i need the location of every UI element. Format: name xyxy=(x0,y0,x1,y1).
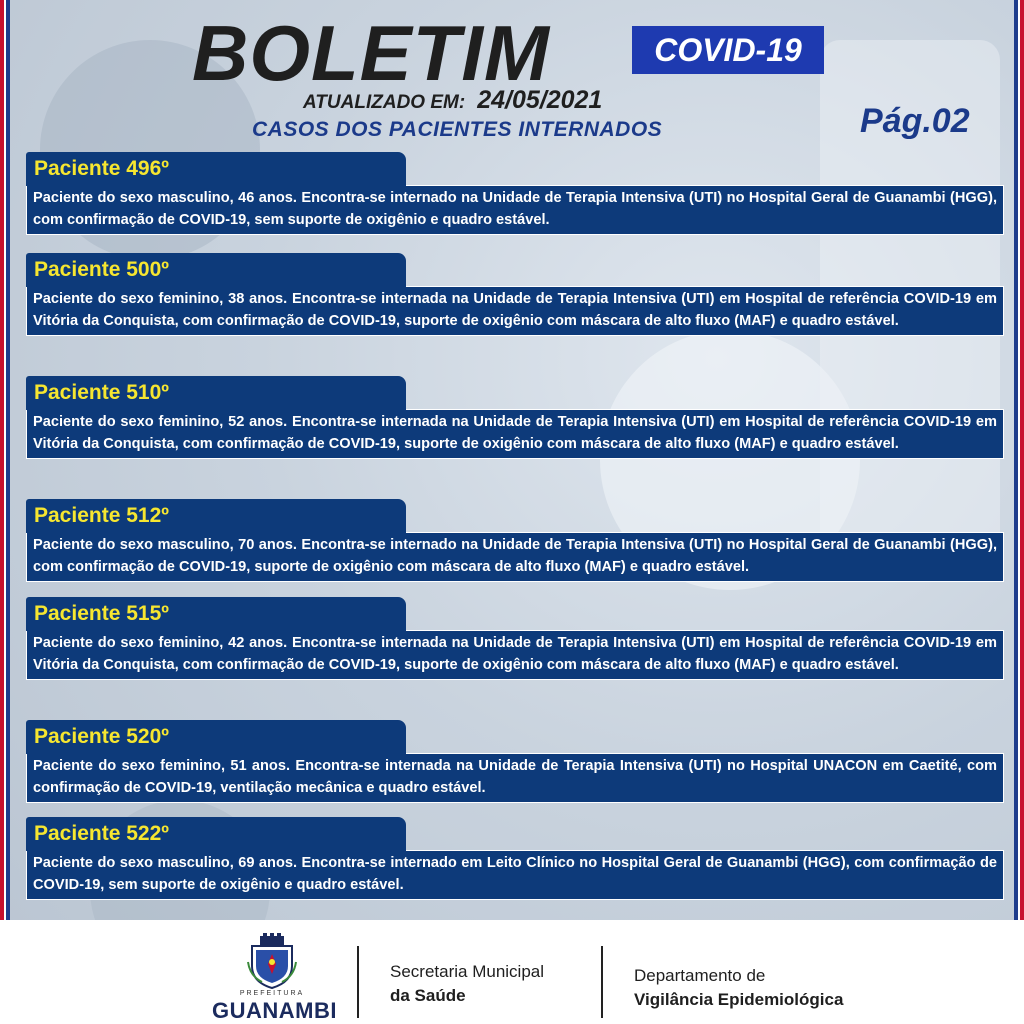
patient-card xyxy=(26,499,1004,582)
patient-description: Paciente do sexo masculino, 70 anos. Encontra-se internado na Unidade de Terapia Intensiva (UTI) no Hospital Geral de Guanambi (HGG), com confirmação de COVID-19, suporte de oxigênio com máscara de alto fluxo (MAF) e quadro estável. xyxy=(26,532,1004,582)
patient-label: Paciente 522º xyxy=(26,817,406,851)
updated-row xyxy=(303,86,602,115)
left-flag-stripe xyxy=(0,0,10,1024)
patient-description: Paciente do sexo feminino, 38 anos. Encontra-se internada na Unidade de Terapia Intensiva (UTI) em Hospital de referência COVID-19 em Vitória da Conquista, com confirmação de COVID-19, suporte de oxigênio com máscara de alto fluxo (MAF) e quadro estável. xyxy=(26,286,1004,336)
bulletin-title: BOLETIM xyxy=(192,9,550,97)
patient-card xyxy=(26,597,1004,680)
patient-description: Paciente do sexo feminino, 42 anos. Encontra-se internada na Unidade de Terapia Intensiva (UTI) em Hospital de referência COVID-19 em Vitória da Conquista, com confirmação de COVID-19, suporte de oxigênio com máscara de alto fluxo (MAF) e quadro estável. xyxy=(26,630,1004,680)
footer-divider xyxy=(357,946,359,1018)
patient-description: Paciente do sexo feminino, 52 anos. Encontra-se internada na Unidade de Terapia Intensiva (UTI) em Hospital de referência COVID-19 em Vitória da Conquista, com confirmação de COVID-19, suporte de oxigênio com máscara de alto fluxo (MAF) e quadro estável. xyxy=(26,409,1004,459)
updated-date: 24/05/2021 xyxy=(477,86,603,114)
page-subtitle: CASOS DOS PACIENTES INTERNADOS xyxy=(252,118,663,141)
patient-description: Paciente do sexo masculino, 69 anos. Encontra-se internado em Leito Clínico no Hospital Geral de Guanambi (HGG), com confirmação de COVID-19, sem suporte de oxigênio e quadro estável. xyxy=(26,850,1004,900)
updated-label: ATUALIZADO EM: xyxy=(303,92,466,113)
patient-description: Paciente do sexo masculino, 46 anos. Encontra-se internado na Unidade de Terapia Intensiva (UTI) no Hospital Geral de Guanambi (HGG), com confirmação de COVID-19, sem suporte de oxigênio e quadro estável. xyxy=(26,185,1004,235)
patient-card xyxy=(26,720,1004,803)
page-number: Pág.02 xyxy=(860,102,970,140)
patient-label: Paciente 515º xyxy=(26,597,406,631)
patient-label: Paciente 500º xyxy=(26,253,406,287)
patient-card xyxy=(26,376,1004,459)
departamento-line1: Departamento de xyxy=(634,966,766,985)
right-flag-stripe xyxy=(1014,0,1024,1024)
patient-card xyxy=(26,152,1004,235)
logo-city-name: GUANAMBI xyxy=(212,998,337,1023)
patient-card xyxy=(26,253,1004,336)
secretaria-line2: da Saúde xyxy=(390,986,466,1005)
patient-label: Paciente 510º xyxy=(26,376,406,410)
prefeitura-logo xyxy=(212,932,337,1023)
secretaria-text xyxy=(390,960,544,1008)
covid-badge: COVID-19 xyxy=(632,26,824,74)
patient-label: Paciente 520º xyxy=(26,720,406,754)
departamento-text xyxy=(634,964,843,1012)
city-crest-icon xyxy=(246,932,298,990)
patient-description: Paciente do sexo feminino, 51 anos. Encontra-se internada na Unidade de Terapia Intensiva (UTI) no Hospital UNACON em Caetité, com confirmação de COVID-19, ventilação mecânica e quadro estável. xyxy=(26,753,1004,803)
departamento-line2: Vigilância Epidemiológica xyxy=(634,990,844,1009)
patient-label: Paciente 496º xyxy=(26,152,406,186)
patient-label: Paciente 512º xyxy=(26,499,406,533)
patient-card xyxy=(26,817,1004,900)
secretaria-line1: Secretaria Municipal xyxy=(390,962,545,981)
footer-divider xyxy=(601,946,603,1018)
logo-prefeitura-text: PREFEITURA xyxy=(239,990,305,997)
